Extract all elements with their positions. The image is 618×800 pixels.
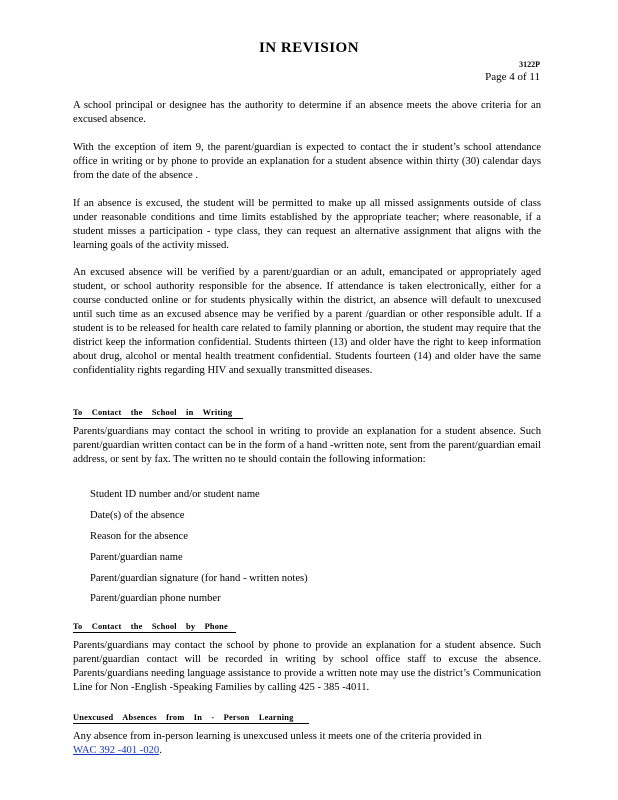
heading-contact-phone: To Contact the School by Phone [73, 622, 236, 633]
unexcused-text: Any absence from in-person learning is unexcused unless it meets one of the criteria provided in [73, 731, 482, 742]
wac-link[interactable]: WAC 392 -401 -020 [73, 745, 160, 756]
list-item-text: Parent/guardian phone number [90, 593, 221, 604]
list-item-text: Student ID number and/or student name [90, 489, 260, 500]
list-item-text: Parent/guardian signature (for hand - written notes) [90, 573, 308, 584]
page-number: Page 4 of 11 [485, 71, 540, 83]
paragraph-contact: With the exception of item 9, the parent/guardian is expected to contact the ir student’s school attendance office in writing or by phone to provide an explanation for a student absence within thirty (30) calendar days from the date of the absence . [73, 142, 541, 181]
heading-contact-writing: To Contact the School in Writing [73, 408, 243, 419]
list-item [73, 530, 188, 544]
paragraph-authority: A school principal or designee has the authority to determine if an absence meets the above criteria for an excused absence. [73, 100, 541, 125]
paragraph-verification: An excused absence will be verified by a parent/guardian or an adult, emancipated or appropriately aged student, or school authority responsible for the absence. If attendance is taken electronically, either for a course conducted online or for students physically within the district, an absence will default to unexcused until such time as an excused absence may be verified by a parent /guardian or other responsible adult. If a student is to be released for health care related to family planning or abortion, the student may require that the district keep the information confidential. Students thirteen (13) and older have the right to keep information about drug, alcohol or mental health treatment confidential. Students fourteen (14) and older have the same confidentiality rights regarding HIV and sexually transmitted diseases. [73, 267, 541, 376]
list-item [73, 488, 260, 502]
paragraph-writing: Parents/guardians may contact the school in writing to provide an explanation for a student absence. Such parent/guardian written contact can be in the form of a hand -written note, sent from the parent/guardian email address, or sent by fax. The written no te should contain the following information: [73, 426, 541, 465]
paragraph-makeup: If an absence is excused, the student will be permitted to make up all missed assignments outside of class under reasonable conditions and time limits established by the appropriate teacher; where reasonable, if a student misses a participation - type class, they can request an alternative assignment that aligns with the learning goals of the activity missed. [73, 198, 541, 251]
list-item-text: Date(s) of the absence [90, 510, 185, 521]
heading-unexcused: Unexcused Absences from In - Person Learning [73, 713, 309, 724]
unexcused-tail: . [159, 745, 162, 756]
list-item [73, 592, 221, 606]
page-title: IN REVISION [258, 40, 360, 56]
list-item [73, 509, 184, 523]
list-item-text: Reason for the absence [90, 531, 188, 542]
paragraph-unexcused [73, 730, 541, 758]
list-item-text: Parent/guardian name [90, 552, 183, 563]
list-item [73, 551, 183, 565]
policy-code: 3122P [519, 60, 540, 69]
paragraph-phone: Parents/guardians may contact the school by phone to provide an explanation for a student absence. Such parent/guardian contact will be recorded in writing by school office staff to excuse the absence. Parents/guardians needing language assistance to provide a written note may use the district’s Communication Line for Non -English -Speaking Families by calling 425 - 385 -4011. [73, 640, 541, 693]
list-item [73, 572, 308, 586]
